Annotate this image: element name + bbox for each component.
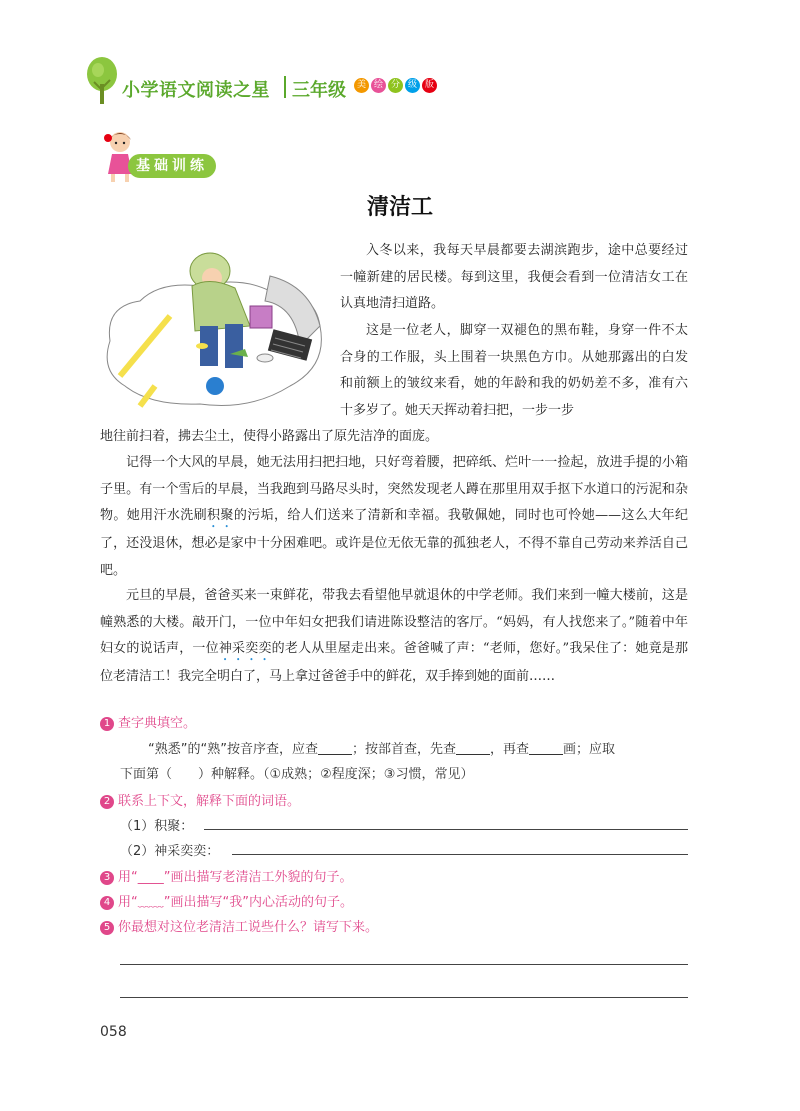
text-span: ，再查 [489,742,529,757]
question-text: 查字典填空。 [118,716,197,731]
edition-char: 分 [388,78,403,93]
edition-badge [354,78,437,93]
grade-label: 三年级 [292,80,346,101]
question-text: 用“____”画出描写老清洁工外貌的句子。 [118,870,353,885]
text-span: 记得一个大风的早晨，她无法用扫把扫地，只好弯着腰，把碎纸、烂叶一一捡起，放进手提的小箱子里。有一个雪后的早晨，当我跑到马路尽头时，突然发现老人蹲在那里用双手抠下水道口的污泥和杂物。她用汗水洗刷 [100,455,688,523]
question-number: 3 [100,871,114,885]
edition-char: 版 [422,78,437,93]
paragraph-3 [100,450,688,584]
question-number: 2 [100,795,114,809]
section-label [100,128,240,184]
paragraph-4 [100,583,688,691]
question-1 [100,712,196,731]
question-1-line-2: 下面第（ ）种解释。（①成熟；②程度深；③习惯，常见） [120,767,474,782]
tree-logo-icon [84,56,124,106]
series-title: 小学语文阅读之星 [122,80,270,101]
paragraph-2: 这是一位老人，脚穿一双褪色的黑布鞋，身穿一件不太合身的工作服，头上围着一块黑色方巾。从她那露出的白发和前额上的皱纹来看，她的年龄和我的奶奶差不多，准有六十多岁了。她天天挥动着扫把，一步一步 [340,323,688,418]
text-span: 元旦的早晨，爸爸买来一束鲜花，带我去看望他早就退休的中学老师。我们来到一幢大楼前，这是幢熟悉的大楼。敲开门，一位中年妇女把我们请进陈设整洁的客厅。“妈妈，有人找您来了。”随着中年妇女的说话声，一位 [100,588,688,656]
text-span: 的污垢，给人们送来了清新和幸福。我敬佩她，同时也可怜她——这么大年纪了，还没退休，想必是家中十分困难吧。或许是位无依无靠的孤独老人，不得不靠自己劳动来养活自己吧。 [100,508,688,578]
question-2-item-1: （1）积聚： [120,819,194,834]
emphasized-word: 积聚 [207,508,234,523]
question-5 [100,916,378,935]
question-number: 5 [100,921,114,935]
text-span: “熟悉”的“熟”按音序查，应查 [148,742,318,757]
answer-line[interactable] [204,829,688,830]
edition-char: 美 [354,78,369,93]
emphasized-word: 神采奕奕 [218,641,272,656]
question-number: 4 [100,896,114,910]
answer-line[interactable] [232,854,688,855]
fill-blank[interactable] [456,740,490,755]
fill-blank[interactable] [529,740,563,755]
question-2 [100,790,300,809]
answer-line[interactable] [120,997,688,998]
edition-char: 绘 [371,78,386,93]
question-3 [100,866,352,885]
edition-char: 级 [405,78,420,93]
question-text: 联系上下文，解释下面的词语。 [118,794,301,809]
text-span: ；按部首查，先查 [351,742,456,757]
question-4 [100,891,353,910]
article-title: 清洁工 [366,194,433,220]
page-number: 058 [100,1024,127,1040]
text-span: 画；应取 [562,742,615,757]
answer-line[interactable] [120,964,688,965]
question-number: 1 [100,717,114,731]
question-1-line-1 [148,738,615,757]
fill-blank[interactable] [318,740,352,755]
cleaner-illustration [100,246,330,416]
text-span: 的老人从里屋走出来。爸爸喊了声：“老师，您好。”我呆住了：她竟是那位老清洁工！我完全明白了，马上拿过爸爸手中的鲜花，双手捧到她的面前…… [100,641,688,684]
paragraph-2-cont: 地往前扫着，拂去尘土，使得小路露出了原先洁净的面庞。 [100,429,439,444]
question-text: 用“﹏﹏”画出描写“我”内心活动的句子。 [118,895,353,910]
question-text: 你最想对这位老清洁工说些什么？请写下来。 [118,920,379,935]
book-header [84,56,464,112]
section-badge: 基础训练 [128,154,216,178]
question-2-item-2: （2）神采奕奕： [120,844,220,859]
header-divider [284,76,286,98]
paragraph-1: 入冬以来，我每天早晨都要去湖滨跑步，途中总要经过一幢新建的居民楼。每到这里，我便会看到一位清洁女工在认真地清扫道路。 [340,243,688,311]
